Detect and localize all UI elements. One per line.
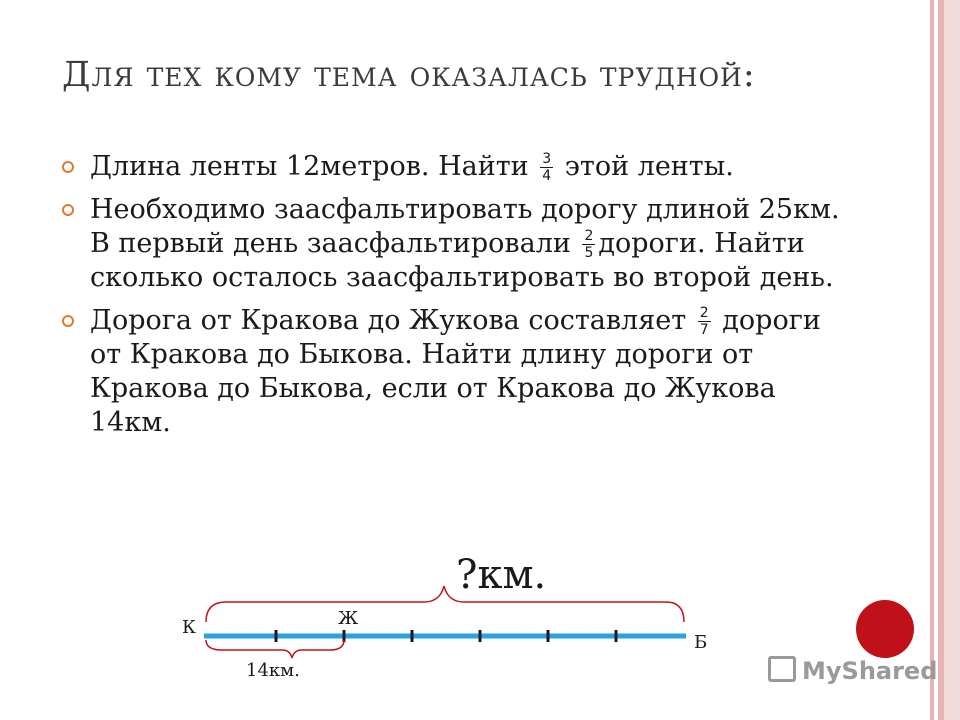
item-text: Дорога от Кракова до Жукова составляет [90,305,687,336]
item-text: этой ленты. [564,151,734,182]
watermark-logo [768,656,937,685]
logo-icon [768,656,796,682]
point-label-k: К [182,617,196,638]
bottom-brace [206,640,344,658]
fraction-denominator: 4 [542,168,552,184]
logo-text: MyShared [802,657,938,685]
slide-title: Для тех кому тема оказалась трудной: [62,55,756,95]
fraction-numerator: 2 [584,228,594,244]
segment-label: 14км. [246,660,300,681]
question-label: ?км. [456,552,547,598]
item-text: дороги от Кракова до Быкова. Найти длину дороги от Кракова до Быкова, если от Кракова до Жукова 14км. [90,305,821,438]
point-label-b: Б [694,632,708,653]
logo-circle [856,600,914,658]
fraction-numerator: 2 [699,305,709,321]
point-label-zh: Ж [338,608,359,629]
item-text: Необходимо заасфальтировать дорогу длиной 25км. В первый день заасфальтировали [90,194,840,259]
item-text: дороги. Найти сколько осталось заасфальтировать во второй день. [90,228,834,293]
fraction-denominator: 7 [699,322,709,338]
top-brace [206,586,684,622]
item-text: Длина ленты 12метров. Найти [90,151,529,182]
fraction-numerator: 3 [542,151,552,167]
fraction-denominator: 5 [584,245,594,261]
